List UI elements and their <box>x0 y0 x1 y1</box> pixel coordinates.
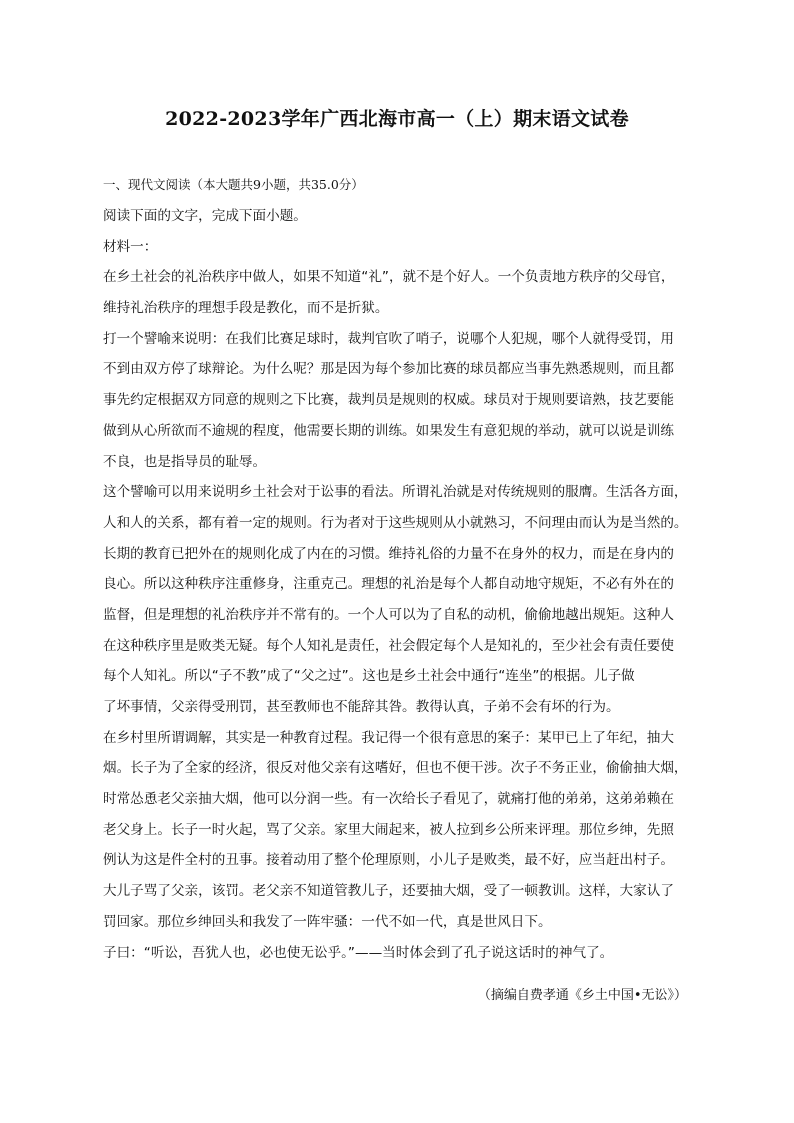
section-heading: 一、现代文阅读（本大题共9小题，共35.0分） <box>103 177 364 192</box>
text-line: 老父身上。长子一时火起，骂了父亲。家里大闹起来，被人拉到乡公所来评理。那位乡绅，先照 <box>103 821 674 838</box>
text-line: 人和人的关系，都有着一定的规则。行为者对于这些规则从小就熟习，不问理由而认为是当然的。 <box>103 514 688 531</box>
text-line: 大儿子骂了父亲，该罚。老父亲不知道管教儿子，还要抽大烟，受了一顿教训。这样，大家认了 <box>103 883 674 900</box>
text-line: 阅读下面的文字，完成下面小题。 <box>103 208 307 224</box>
text-line: 了坏事情，父亲得受刑罚，甚至教师也不能辞其咎。教得认真，子弟不会有坏的行为。 <box>103 699 620 715</box>
text-line: 时常怂恿老父亲抽大烟，他可以分润一些。有一次给长子看见了，就痛打他的弟弟，这弟弟赖在 <box>103 791 674 808</box>
text-line: 良心。所以这种秩序注重修身，注重克己。理想的礼治是每个人都自动地守规矩，不必有外在的 <box>103 576 674 593</box>
text-line: 不到由双方停了球辩论。为什么呢？那是因为每个参加比赛的球员都应当事先熟悉规则，而且都 <box>103 361 674 378</box>
text-line: 事先约定根据双方同意的规则之下比赛，裁判员是规则的权威。球员对于规则要谙熟，技艺要能 <box>103 392 674 409</box>
text-line: 打一个譬喻来说明：在我们比赛足球时，裁判官吹了哨子，说哪个人犯规，哪个人就得受罚，用 <box>103 330 674 347</box>
text-line: 在乡村里所谓调解，其实是一种教育过程。我记得一个很有意思的案子：某甲已上了年纪，抽大 <box>103 729 674 746</box>
text-line: 例认为这是件全村的丑事。接着动用了整个伦理原则，小儿子是败类，最不好，应当赶出村子。 <box>103 852 674 869</box>
text-line: 罚回家。那位乡绅回头和我发了一阵牢骚：一代不如一代，真是世风日下。 <box>103 913 552 930</box>
text-line: 子曰：“听讼，吾犹人也，必也使无讼乎。”——当时体会到了孔子说这话时的神气了。 <box>103 944 614 961</box>
text-line: 烟。长子为了全家的经济，很反对他父亲有这嗜好，但也不便干涉。次子不务正业，偷偷抽大烟， <box>103 760 688 777</box>
text-line: 不良，也是指导员的耻辱。 <box>103 453 267 470</box>
text-line: 这个譬喻可以用来说明乡土社会对于讼事的看法。所谓礼治就是对传统规则的服膺。生活各方面， <box>103 484 688 501</box>
text-line: 做到从心所欲而不逾规的程度，他需要长期的训练。如果发生有意犯规的举动，就可以说是训练 <box>103 422 674 439</box>
text-line: 维持礼治秩序的理想手段是教化，而不是折狱。 <box>103 300 389 317</box>
text-line: 在乡土社会的礼治秩序中做人，如果不知道“礼”，就不是个好人。一个负责地方秩序的父母官， <box>103 269 675 286</box>
passage-body <box>103 201 703 968</box>
text-line: 每个人知礼。所以“子不教”成了“父之过”。这也是乡土社会中通行“连坐”的根据。儿子做 <box>103 668 635 685</box>
source-citation: （摘编自费孝通《乡土中国•无讼》） <box>477 988 687 1003</box>
text-line: 监督，但是理想的礼治秩序并不常有的。一个人可以为了自私的动机，偷偷地越出规矩。这种人 <box>103 606 674 623</box>
page-title: 2022-2023学年广西北海市高一（上）期末语文试卷 <box>165 108 629 130</box>
text-line: 在这种秩序里是败类无疑。每个人知礼是责任，社会假定每个人是知礼的，至少社会有责任要使 <box>103 637 674 654</box>
text-line: 材料一： <box>103 238 158 255</box>
text-line: 长期的教育已把外在的规则化成了内在的习惯。维持礼俗的力量不在身外的权力，而是在身内的 <box>103 545 674 562</box>
